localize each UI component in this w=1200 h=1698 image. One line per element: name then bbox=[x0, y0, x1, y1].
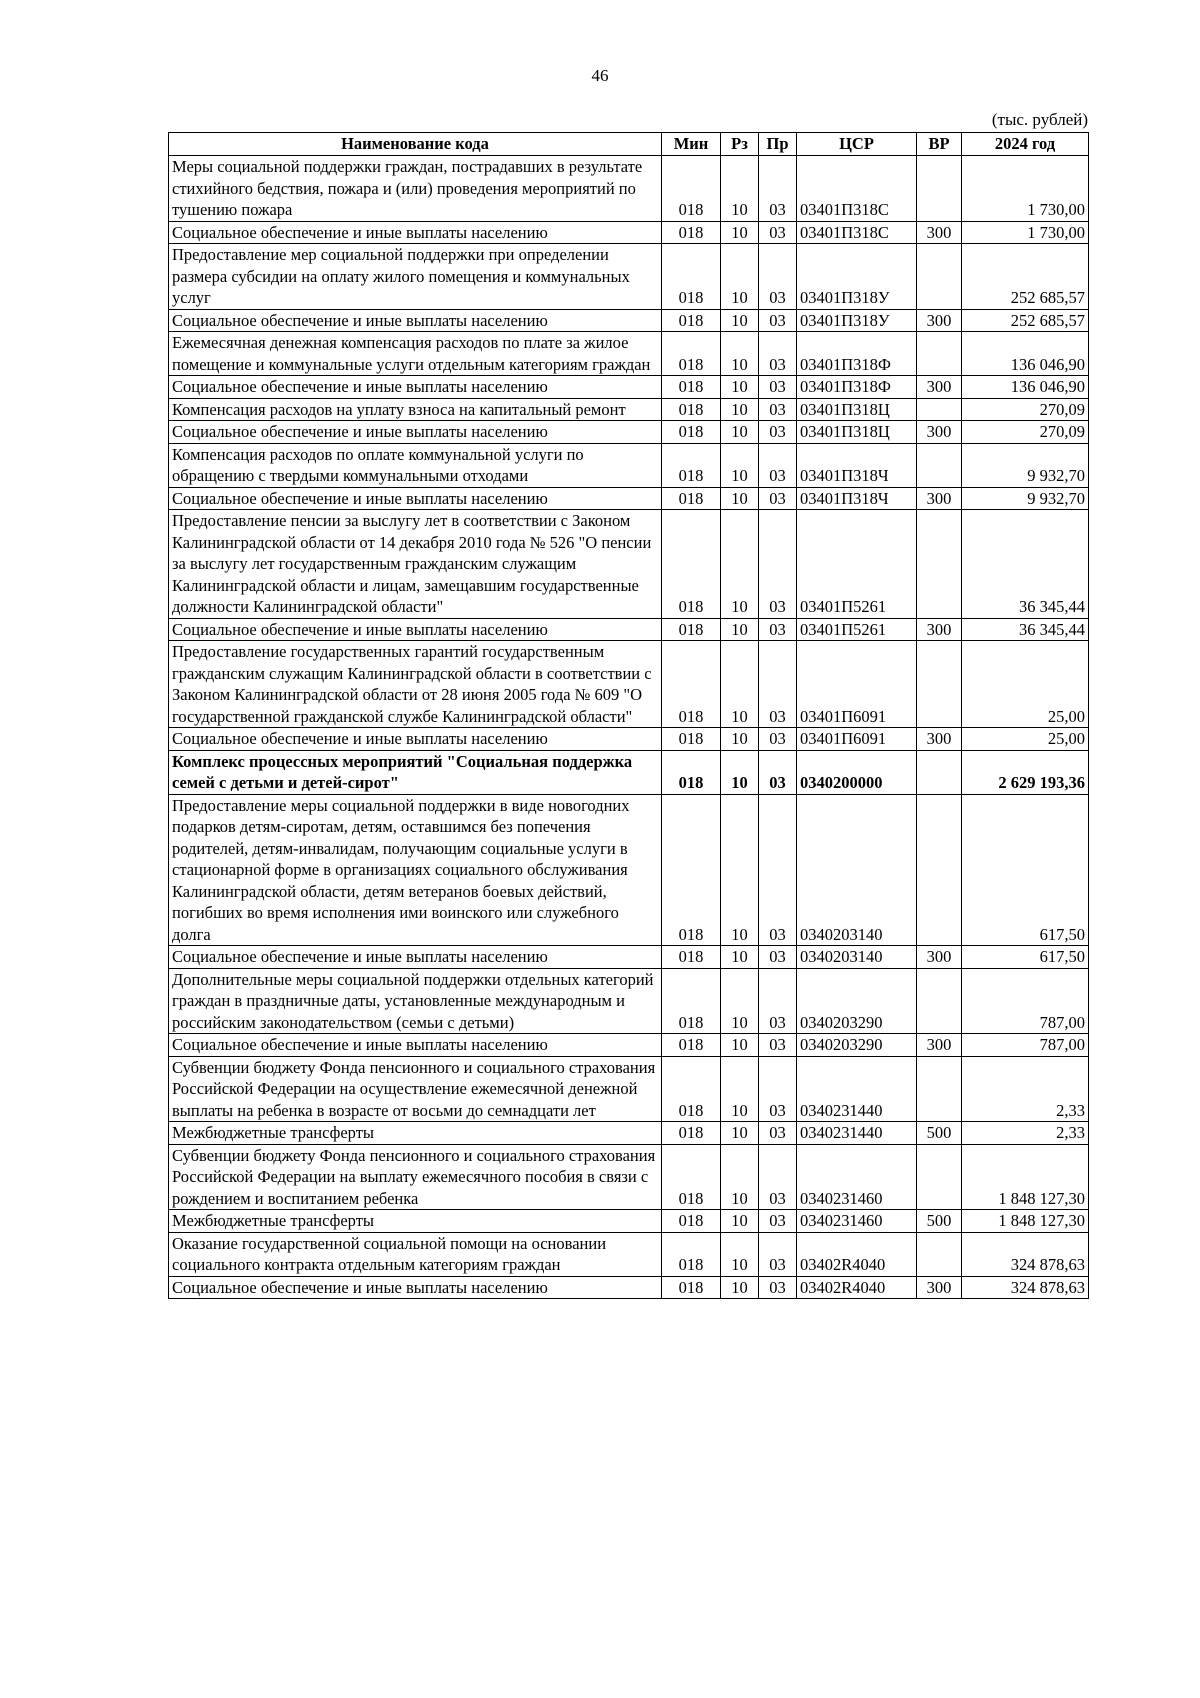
cell-min: 018 bbox=[662, 487, 721, 510]
table-row bbox=[169, 968, 1089, 1034]
cell-vr: 300 bbox=[917, 421, 962, 444]
cell-rz: 10 bbox=[721, 156, 759, 222]
cell-vr: 500 bbox=[917, 1122, 962, 1145]
cell-vr bbox=[917, 794, 962, 946]
cell-min: 018 bbox=[662, 968, 721, 1034]
cell-min: 018 bbox=[662, 1210, 721, 1233]
cell-vr: 300 bbox=[917, 487, 962, 510]
table-row bbox=[169, 641, 1089, 728]
cell-amount: 270,09 bbox=[962, 398, 1089, 421]
cell-rz: 10 bbox=[721, 1034, 759, 1057]
cell-amount: 1 848 127,30 bbox=[962, 1144, 1089, 1210]
cell-name: Социальное обеспечение и иные выплаты населению bbox=[169, 421, 662, 444]
cell-rz: 10 bbox=[721, 728, 759, 751]
table-row bbox=[169, 1144, 1089, 1210]
table-header-row bbox=[169, 133, 1089, 156]
cell-amount: 136 046,90 bbox=[962, 376, 1089, 399]
header-vr: ВР bbox=[917, 133, 962, 156]
cell-min: 018 bbox=[662, 443, 721, 487]
cell-csr: 03401П6091 bbox=[797, 728, 917, 751]
cell-pr: 03 bbox=[759, 1210, 797, 1233]
table-row bbox=[169, 332, 1089, 376]
cell-min: 018 bbox=[662, 221, 721, 244]
table-row bbox=[169, 618, 1089, 641]
cell-name: Оказание государственной социальной помощи на основании социального контракта отдельным категориям граждан bbox=[169, 1232, 662, 1276]
cell-name: Субвенции бюджету Фонда пенсионного и социального страхования Российской Федерации на осуществление ежемесячной денежной выплаты на ребенка в возрасте от восьми до семнадцати лет bbox=[169, 1056, 662, 1122]
cell-rz: 10 bbox=[721, 1232, 759, 1276]
cell-rz: 10 bbox=[721, 376, 759, 399]
cell-min: 018 bbox=[662, 1144, 721, 1210]
cell-vr bbox=[917, 398, 962, 421]
cell-pr: 03 bbox=[759, 332, 797, 376]
cell-min: 018 bbox=[662, 794, 721, 946]
cell-min: 018 bbox=[662, 1276, 721, 1299]
cell-min: 018 bbox=[662, 421, 721, 444]
table-row bbox=[169, 1034, 1089, 1057]
table-row bbox=[169, 443, 1089, 487]
cell-vr bbox=[917, 750, 962, 794]
cell-vr bbox=[917, 968, 962, 1034]
header-min: Мин bbox=[662, 133, 721, 156]
cell-amount: 270,09 bbox=[962, 421, 1089, 444]
header-pr: Пр bbox=[759, 133, 797, 156]
cell-csr: 03401П318С bbox=[797, 156, 917, 222]
table-row bbox=[169, 309, 1089, 332]
table-row bbox=[169, 510, 1089, 619]
cell-csr: 03401П318С bbox=[797, 221, 917, 244]
cell-min: 018 bbox=[662, 156, 721, 222]
cell-vr bbox=[917, 443, 962, 487]
cell-vr: 300 bbox=[917, 1034, 962, 1057]
cell-min: 018 bbox=[662, 332, 721, 376]
cell-pr: 03 bbox=[759, 376, 797, 399]
cell-csr: 03402R4040 bbox=[797, 1276, 917, 1299]
cell-name: Социальное обеспечение и иные выплаты населению bbox=[169, 728, 662, 751]
cell-rz: 10 bbox=[721, 244, 759, 310]
unit-label: (тыс. рублей) bbox=[991, 110, 1088, 129]
cell-vr bbox=[917, 510, 962, 619]
cell-csr: 03401П5261 bbox=[797, 510, 917, 619]
cell-name: Межбюджетные трансферты bbox=[169, 1210, 662, 1233]
cell-rz: 10 bbox=[721, 641, 759, 728]
cell-amount: 1 730,00 bbox=[962, 221, 1089, 244]
cell-csr: 0340231440 bbox=[797, 1122, 917, 1145]
cell-name: Меры социальной поддержки граждан, пострадавших в результате стихийного бедствия, пожара и (или) проведения мероприятий по тушению пожара bbox=[169, 156, 662, 222]
cell-min: 018 bbox=[662, 728, 721, 751]
cell-min: 018 bbox=[662, 244, 721, 310]
cell-name: Социальное обеспечение и иные выплаты населению bbox=[169, 487, 662, 510]
cell-vr bbox=[917, 156, 962, 222]
cell-amount: 9 932,70 bbox=[962, 487, 1089, 510]
cell-rz: 10 bbox=[721, 221, 759, 244]
cell-pr: 03 bbox=[759, 309, 797, 332]
cell-vr bbox=[917, 332, 962, 376]
cell-rz: 10 bbox=[721, 1144, 759, 1210]
cell-min: 018 bbox=[662, 1056, 721, 1122]
cell-pr: 03 bbox=[759, 1034, 797, 1057]
cell-name: Социальное обеспечение и иные выплаты населению bbox=[169, 221, 662, 244]
cell-rz: 10 bbox=[721, 309, 759, 332]
cell-csr: 03401П6091 bbox=[797, 641, 917, 728]
cell-amount: 25,00 bbox=[962, 641, 1089, 728]
cell-pr: 03 bbox=[759, 510, 797, 619]
cell-min: 018 bbox=[662, 946, 721, 969]
cell-min: 018 bbox=[662, 1122, 721, 1145]
header-amount: 2024 год bbox=[962, 133, 1089, 156]
cell-min: 018 bbox=[662, 510, 721, 619]
cell-vr: 300 bbox=[917, 728, 962, 751]
header-rz: Рз bbox=[721, 133, 759, 156]
cell-csr: 0340203290 bbox=[797, 968, 917, 1034]
table-body bbox=[169, 156, 1089, 1299]
cell-amount: 252 685,57 bbox=[962, 309, 1089, 332]
cell-name: Комплекс процессных мероприятий "Социальная поддержка семей с детьми и детей-сирот" bbox=[169, 750, 662, 794]
cell-amount: 617,50 bbox=[962, 946, 1089, 969]
cell-amount: 9 932,70 bbox=[962, 443, 1089, 487]
header-name: Наименование кода bbox=[169, 133, 662, 156]
cell-csr: 03401П318Ч bbox=[797, 487, 917, 510]
cell-csr: 0340231440 bbox=[797, 1056, 917, 1122]
cell-name: Предоставление государственных гарантий государственным гражданским служащим Калининградской области в соответствии с Законом Калининградской области от 28 июня 2005 года № 609 "О государственной гражданской службе Калининградской области" bbox=[169, 641, 662, 728]
cell-csr: 03401П318Ч bbox=[797, 443, 917, 487]
cell-amount: 2 629 193,36 bbox=[962, 750, 1089, 794]
cell-vr: 500 bbox=[917, 1210, 962, 1233]
cell-min: 018 bbox=[662, 1232, 721, 1276]
cell-name: Социальное обеспечение и иные выплаты населению bbox=[169, 1034, 662, 1057]
cell-pr: 03 bbox=[759, 968, 797, 1034]
cell-pr: 03 bbox=[759, 728, 797, 751]
cell-pr: 03 bbox=[759, 244, 797, 310]
table-row bbox=[169, 221, 1089, 244]
cell-name: Предоставление пенсии за выслугу лет в соответствии с Законом Калининградской области от 14 декабря 2010 года № 526 "О пенсии за выслугу лет государственным гражданским служащим Калининградской области и лицам, замещавшим государственные должности Калининградской области" bbox=[169, 510, 662, 619]
cell-csr: 0340231460 bbox=[797, 1210, 917, 1233]
cell-name: Компенсация расходов на уплату взноса на капитальный ремонт bbox=[169, 398, 662, 421]
cell-name: Социальное обеспечение и иные выплаты населению bbox=[169, 946, 662, 969]
cell-vr: 300 bbox=[917, 618, 962, 641]
cell-name: Социальное обеспечение и иные выплаты населению bbox=[169, 309, 662, 332]
cell-rz: 10 bbox=[721, 1056, 759, 1122]
cell-csr: 03401П318Ф bbox=[797, 376, 917, 399]
cell-pr: 03 bbox=[759, 750, 797, 794]
cell-pr: 03 bbox=[759, 421, 797, 444]
cell-name: Предоставление мер социальной поддержки при определении размера субсидии на оплату жилого помещения и коммунальных услуг bbox=[169, 244, 662, 310]
cell-csr: 03401П318У bbox=[797, 309, 917, 332]
table-row bbox=[169, 376, 1089, 399]
cell-rz: 10 bbox=[721, 794, 759, 946]
cell-rz: 10 bbox=[721, 1276, 759, 1299]
cell-amount: 25,00 bbox=[962, 728, 1089, 751]
cell-min: 018 bbox=[662, 618, 721, 641]
cell-amount: 324 878,63 bbox=[962, 1232, 1089, 1276]
cell-name: Социальное обеспечение и иные выплаты населению bbox=[169, 1276, 662, 1299]
cell-pr: 03 bbox=[759, 641, 797, 728]
cell-pr: 03 bbox=[759, 1122, 797, 1145]
table-row bbox=[169, 421, 1089, 444]
cell-pr: 03 bbox=[759, 1232, 797, 1276]
cell-pr: 03 bbox=[759, 946, 797, 969]
table-row bbox=[169, 946, 1089, 969]
cell-csr: 03401П318Ц bbox=[797, 398, 917, 421]
budget-table bbox=[168, 132, 1089, 1299]
cell-rz: 10 bbox=[721, 946, 759, 969]
table-row bbox=[169, 487, 1089, 510]
cell-amount: 36 345,44 bbox=[962, 510, 1089, 619]
table-row bbox=[169, 1276, 1089, 1299]
cell-csr: 0340203140 bbox=[797, 946, 917, 969]
table-row bbox=[169, 1122, 1089, 1145]
cell-amount: 136 046,90 bbox=[962, 332, 1089, 376]
cell-vr: 300 bbox=[917, 1276, 962, 1299]
table-row bbox=[169, 398, 1089, 421]
cell-amount: 2,33 bbox=[962, 1122, 1089, 1145]
cell-vr bbox=[917, 1232, 962, 1276]
table-row bbox=[169, 794, 1089, 946]
cell-pr: 03 bbox=[759, 1056, 797, 1122]
cell-amount: 787,00 bbox=[962, 968, 1089, 1034]
page-number: 46 bbox=[591, 66, 609, 85]
cell-amount: 36 345,44 bbox=[962, 618, 1089, 641]
cell-name: Ежемесячная денежная компенсация расходов по плате за жилое помещение и коммунальные услуги отдельным категориям граждан bbox=[169, 332, 662, 376]
cell-csr: 03401П5261 bbox=[797, 618, 917, 641]
cell-name: Субвенции бюджету Фонда пенсионного и социального страхования Российской Федерации на выплату ежемесячного пособия в связи с рождением и воспитанием ребенка bbox=[169, 1144, 662, 1210]
cell-pr: 03 bbox=[759, 794, 797, 946]
cell-csr: 0340200000 bbox=[797, 750, 917, 794]
cell-rz: 10 bbox=[721, 1210, 759, 1233]
cell-rz: 10 bbox=[721, 618, 759, 641]
cell-min: 018 bbox=[662, 309, 721, 332]
cell-vr: 300 bbox=[917, 376, 962, 399]
cell-amount: 787,00 bbox=[962, 1034, 1089, 1057]
cell-amount: 252 685,57 bbox=[962, 244, 1089, 310]
table-row bbox=[169, 750, 1089, 794]
cell-rz: 10 bbox=[721, 443, 759, 487]
cell-vr bbox=[917, 1144, 962, 1210]
cell-csr: 0340203290 bbox=[797, 1034, 917, 1057]
cell-name: Дополнительные меры социальной поддержки отдельных категорий граждан в праздничные даты, установленные международным и российским законодательством (семьи с детьми) bbox=[169, 968, 662, 1034]
cell-name: Компенсация расходов по оплате коммунальной услуги по обращению с твердыми коммунальными отходами bbox=[169, 443, 662, 487]
cell-amount: 617,50 bbox=[962, 794, 1089, 946]
cell-min: 018 bbox=[662, 1034, 721, 1057]
cell-csr: 0340203140 bbox=[797, 794, 917, 946]
table-row bbox=[169, 244, 1089, 310]
cell-name: Социальное обеспечение и иные выплаты населению bbox=[169, 618, 662, 641]
cell-amount: 324 878,63 bbox=[962, 1276, 1089, 1299]
cell-vr: 300 bbox=[917, 309, 962, 332]
cell-min: 018 bbox=[662, 376, 721, 399]
cell-pr: 03 bbox=[759, 221, 797, 244]
cell-csr: 03402R4040 bbox=[797, 1232, 917, 1276]
cell-min: 018 bbox=[662, 398, 721, 421]
cell-csr: 03401П318У bbox=[797, 244, 917, 310]
table-row bbox=[169, 1232, 1089, 1276]
cell-rz: 10 bbox=[721, 487, 759, 510]
cell-pr: 03 bbox=[759, 487, 797, 510]
cell-amount: 2,33 bbox=[962, 1056, 1089, 1122]
cell-vr: 300 bbox=[917, 946, 962, 969]
cell-rz: 10 bbox=[721, 750, 759, 794]
cell-vr bbox=[917, 244, 962, 310]
cell-vr bbox=[917, 1056, 962, 1122]
cell-pr: 03 bbox=[759, 1144, 797, 1210]
table-row bbox=[169, 1210, 1089, 1233]
cell-min: 018 bbox=[662, 750, 721, 794]
table-row bbox=[169, 156, 1089, 222]
cell-csr: 0340231460 bbox=[797, 1144, 917, 1210]
cell-vr bbox=[917, 641, 962, 728]
cell-pr: 03 bbox=[759, 1276, 797, 1299]
cell-rz: 10 bbox=[721, 1122, 759, 1145]
table-row bbox=[169, 728, 1089, 751]
cell-amount: 1 848 127,30 bbox=[962, 1210, 1089, 1233]
table-row bbox=[169, 1056, 1089, 1122]
cell-pr: 03 bbox=[759, 156, 797, 222]
cell-rz: 10 bbox=[721, 968, 759, 1034]
cell-amount: 1 730,00 bbox=[962, 156, 1089, 222]
cell-pr: 03 bbox=[759, 618, 797, 641]
cell-vr: 300 bbox=[917, 221, 962, 244]
cell-pr: 03 bbox=[759, 398, 797, 421]
cell-rz: 10 bbox=[721, 332, 759, 376]
cell-rz: 10 bbox=[721, 510, 759, 619]
header-csr: ЦСР bbox=[797, 133, 917, 156]
cell-csr: 03401П318Ц bbox=[797, 421, 917, 444]
cell-csr: 03401П318Ф bbox=[797, 332, 917, 376]
cell-rz: 10 bbox=[721, 398, 759, 421]
cell-name: Межбюджетные трансферты bbox=[169, 1122, 662, 1145]
cell-name: Социальное обеспечение и иные выплаты населению bbox=[169, 376, 662, 399]
cell-pr: 03 bbox=[759, 443, 797, 487]
cell-rz: 10 bbox=[721, 421, 759, 444]
cell-name: Предоставление меры социальной поддержки в виде новогодних подарков детям-сиротам, детям, оставшимся без попечения родителей, детям-инвалидам, получающим социальные услуги в стационарной форме в организациях социального обслуживания Калининградской области, детям ветеранов боевых действий, погибших во время исполнения ими воинского или служебного долга bbox=[169, 794, 662, 946]
cell-min: 018 bbox=[662, 641, 721, 728]
